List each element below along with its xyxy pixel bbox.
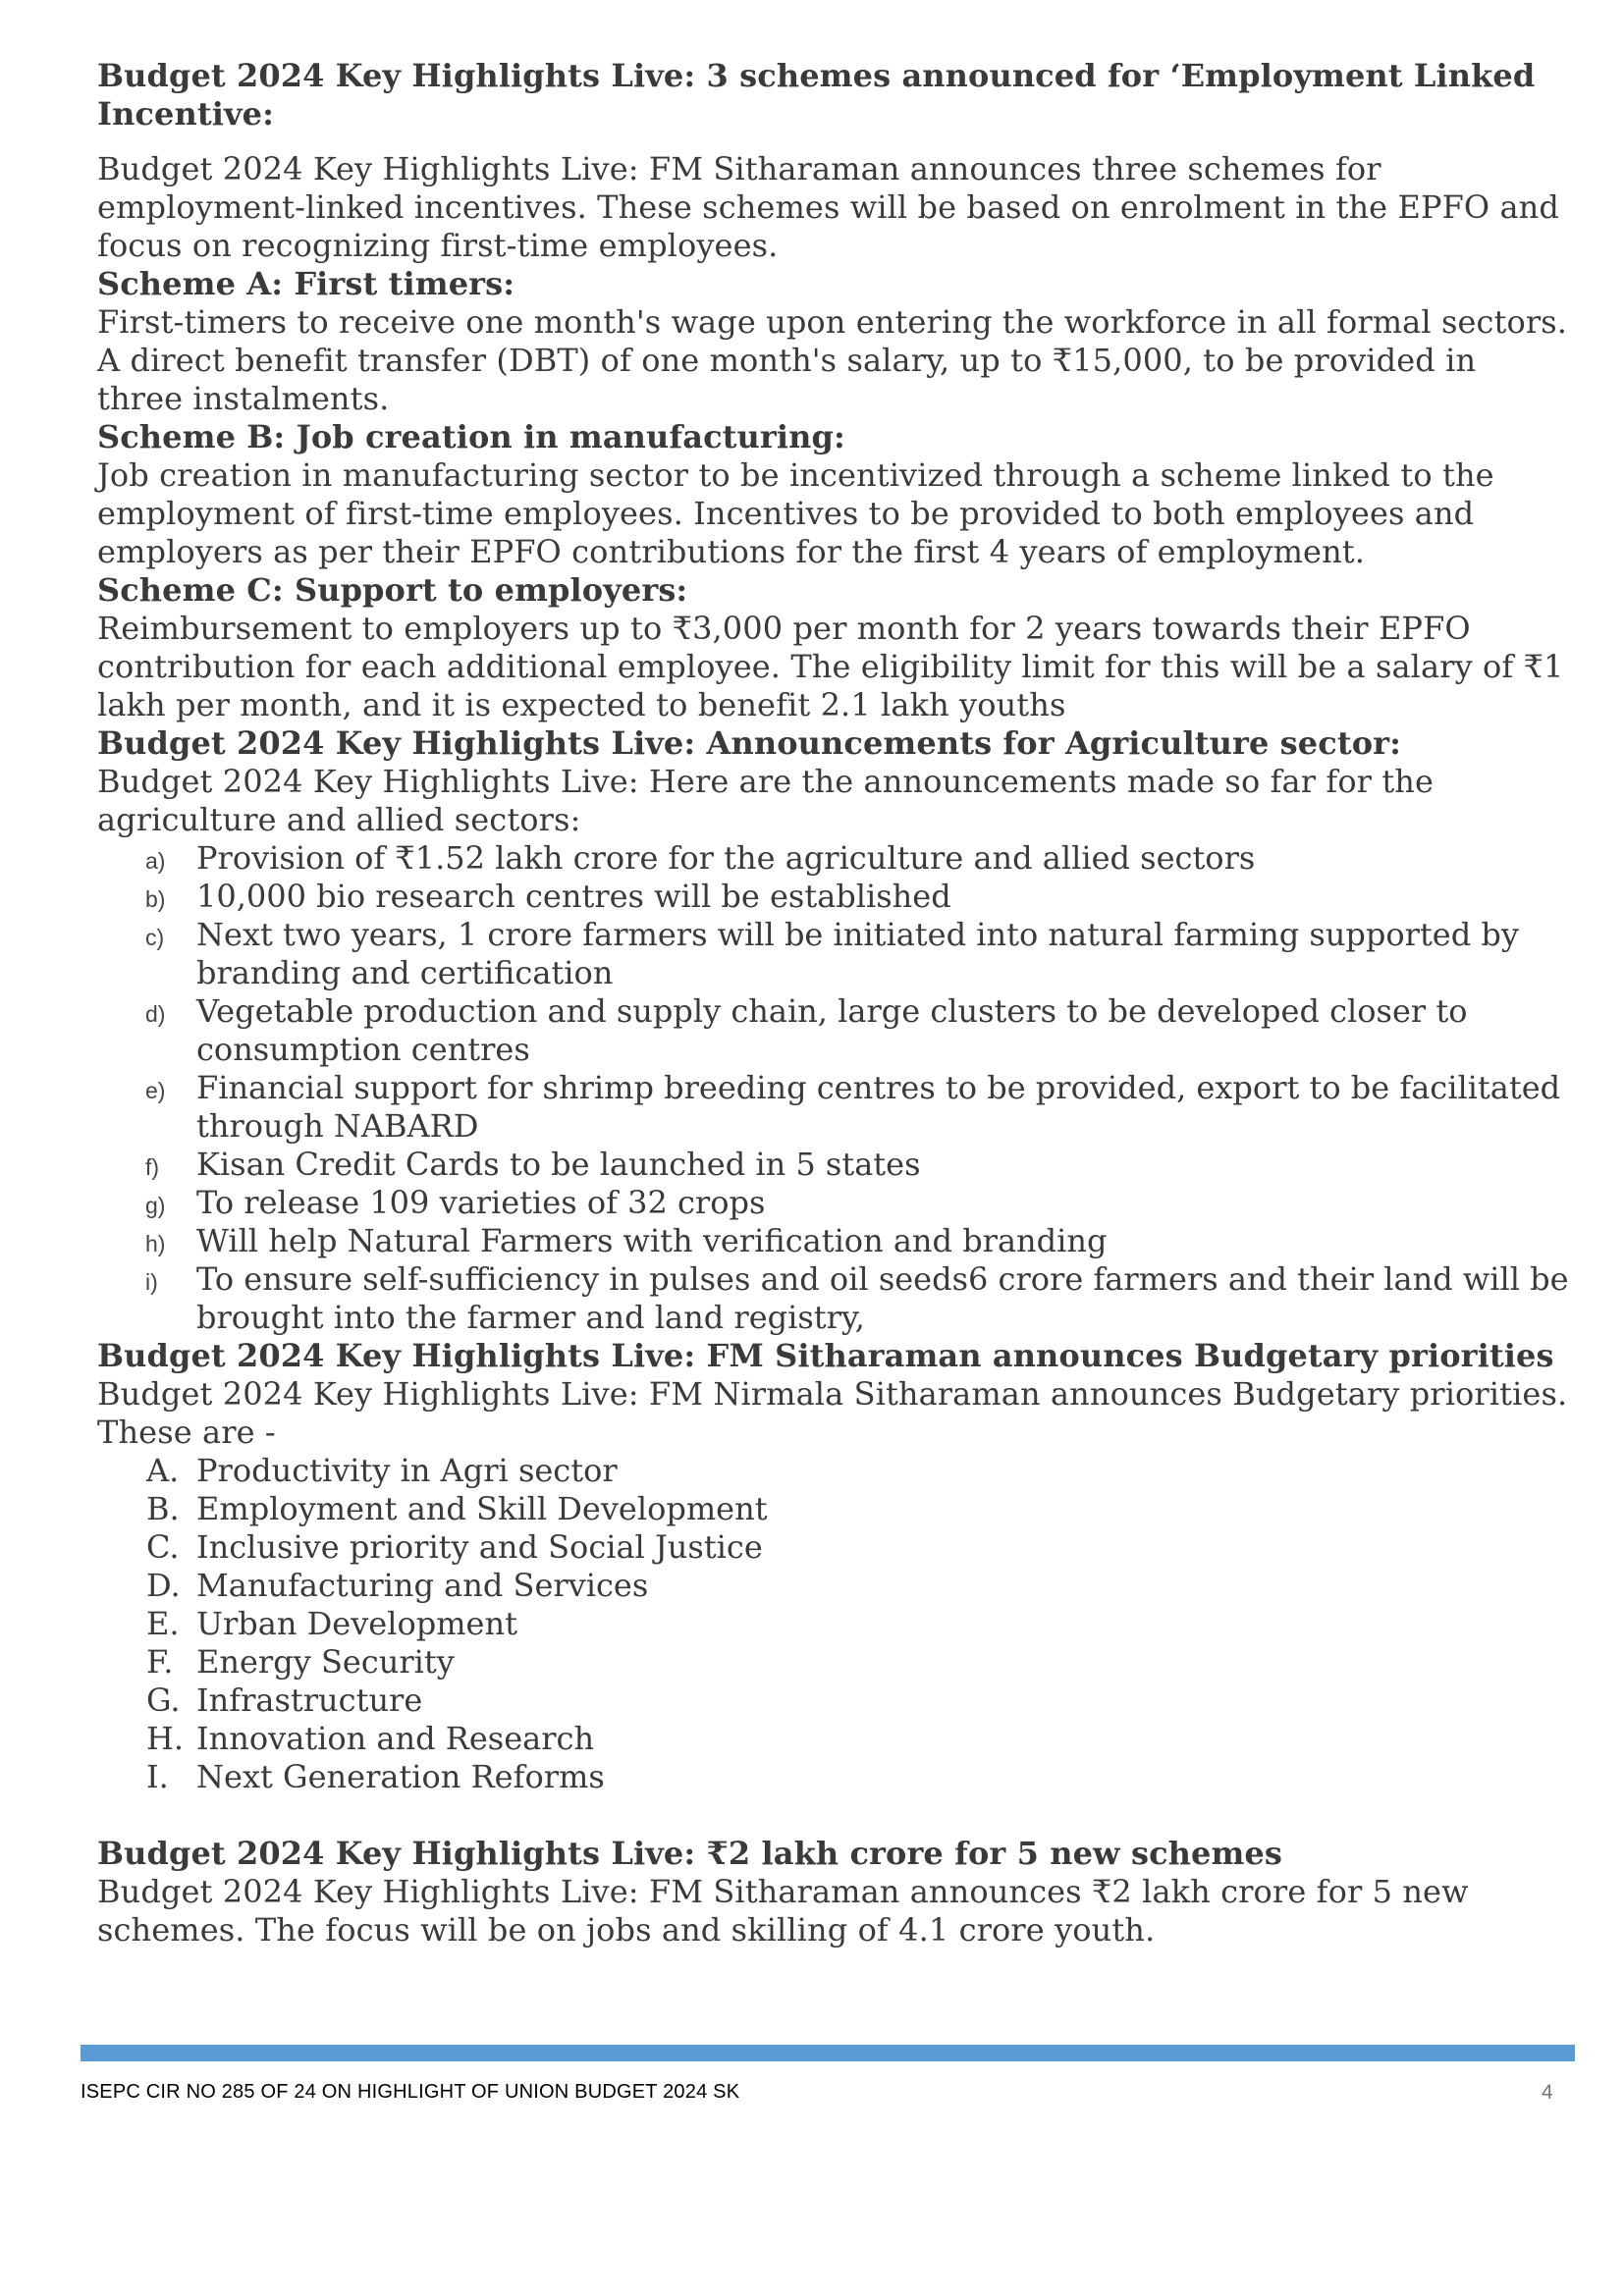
list-item-text: Manufacturing and Services xyxy=(196,1567,649,1604)
list-marker: f) xyxy=(145,1154,160,1180)
list-item-text: Next Generation Reforms xyxy=(196,1758,605,1795)
list-item-text: Financial support for shrimp breeding centres to be provided, export to be facilitated through NABARD xyxy=(196,1069,1561,1145)
priorities-intro: Budget 2024 Key Highlights Live: FM Nirmala Sitharaman announces Budgetary priorities. These are - xyxy=(97,1375,1568,1451)
list-item-text: Urban Development xyxy=(196,1605,517,1642)
list-item xyxy=(97,1567,1570,1605)
list-marker: c) xyxy=(145,925,165,950)
list-item xyxy=(97,839,1570,878)
list-marker: A. xyxy=(146,1452,180,1489)
list-item-text: Innovation and Research xyxy=(196,1720,595,1757)
new-schemes-heading: Budget 2024 Key Highlights Live: ₹2 lakh crore for 5 new schemes xyxy=(97,1835,1283,1872)
scheme-c-title: Scheme C: Support to employers: xyxy=(97,571,688,609)
list-item-text: Vegetable production and supply chain, large clusters to be developed closer to consumption centres xyxy=(196,992,1468,1068)
list-item-text: To release 109 varieties of 32 crops xyxy=(196,1184,766,1221)
list-item-text: Productivity in Agri sector xyxy=(196,1452,618,1489)
agriculture-heading: Budget 2024 Key Highlights Live: Announcements for Agriculture sector: xyxy=(97,724,1402,762)
list-item xyxy=(97,1758,1570,1796)
list-item-text: Infrastructure xyxy=(196,1682,423,1719)
list-item-text: 10,000 bio research centres will be established xyxy=(196,878,951,915)
list-item-text: Provision of ₹1.52 lakh crore for the agriculture and allied sectors xyxy=(196,839,1256,877)
scheme-c-text: Reimbursement to employers up to ₹3,000 per month for 2 years towards their EPFO contribution for each additional employee. The eligibility limit for this will be a salary of ₹1 lakh per month, and it is expected to benefit 2.1 lakh youths xyxy=(97,610,1564,723)
list-marker: C. xyxy=(146,1528,180,1566)
list-item-text: Next two years, 1 crore farmers will be initiated into natural farming supported by branding and certification xyxy=(196,916,1519,991)
list-marker: e) xyxy=(145,1078,166,1103)
list-item xyxy=(97,1490,1570,1528)
scheme-b-title: Scheme B: Job creation in manufacturing: xyxy=(97,418,845,455)
list-item xyxy=(97,1643,1570,1682)
list-marker: d) xyxy=(145,1001,166,1027)
agriculture-list xyxy=(97,839,1570,1337)
list-item-text: Employment and Skill Development xyxy=(196,1490,768,1527)
agriculture-intro: Budget 2024 Key Highlights Live: Here are the announcements made so far for the agriculture and allied sectors: xyxy=(97,763,1435,838)
list-item xyxy=(97,1720,1570,1758)
list-marker: E. xyxy=(146,1605,180,1642)
list-item xyxy=(97,1222,1570,1260)
list-item-text: Energy Security xyxy=(196,1643,455,1681)
list-marker: I. xyxy=(146,1758,169,1795)
list-item xyxy=(97,1528,1570,1567)
list-item xyxy=(97,1605,1570,1643)
list-marker: i) xyxy=(145,1269,158,1295)
employment-intro: Budget 2024 Key Highlights Live: FM Sitharaman announces three schemes for employment-linked incentives. These schemes will be based on enrolment in the EPFO and focus on recognizing first-time employees. xyxy=(97,150,1559,264)
list-marker: D. xyxy=(146,1567,181,1604)
list-item xyxy=(97,878,1570,916)
list-item xyxy=(97,1260,1570,1337)
page-number: 4 xyxy=(1542,2081,1553,2104)
list-item xyxy=(97,1184,1570,1222)
list-marker: g) xyxy=(145,1193,166,1218)
document-page xyxy=(97,57,1570,1949)
footer-circular-reference: ISEPC CIR NO 285 OF 24 ON HIGHLIGHT OF UNION BUDGET 2024 SK xyxy=(81,2081,740,2103)
list-marker: H. xyxy=(146,1720,185,1757)
footer-divider xyxy=(81,2045,1575,2061)
list-item-text: Inclusive priority and Social Justice xyxy=(196,1528,763,1566)
new-schemes-text: Budget 2024 Key Highlights Live: FM Sitharaman announces ₹2 lakh crore for 5 new schemes. The focus will be on jobs and skilling of 4.1 crore youth. xyxy=(97,1873,1469,1949)
list-item xyxy=(97,916,1570,992)
list-item xyxy=(97,1452,1570,1490)
priorities-heading: Budget 2024 Key Highlights Live: FM Sitharaman announces Budgetary priorities xyxy=(97,1337,1554,1374)
list-marker: B. xyxy=(146,1490,180,1527)
scheme-a-title: Scheme A: First timers: xyxy=(97,265,515,302)
list-item-text: Will help Natural Farmers with verification and branding xyxy=(196,1222,1108,1259)
list-marker: a) xyxy=(145,848,166,874)
list-marker: F. xyxy=(146,1643,174,1681)
list-marker: b) xyxy=(145,886,166,912)
list-item-text: To ensure self-sufficiency in pulses and oil seeds6 crore farmers and their land will be brought into the farmer and land registry, xyxy=(196,1260,1569,1336)
list-item xyxy=(97,1069,1570,1146)
list-marker: G. xyxy=(146,1682,181,1719)
scheme-a-text: First-timers to receive one month's wage upon entering the workforce in all formal sectors. A direct benefit transfer (DBT) of one month's salary, up to ₹15,000, to be provided in three instalments. xyxy=(97,303,1568,417)
list-item xyxy=(97,1146,1570,1184)
scheme-b-text: Job creation in manufacturing sector to be incentivized through a scheme linked to the employment of first-time employees. Incentives to be provided to both employees and employers as per their EPFO contributions for the first 4 years of employment. xyxy=(97,456,1494,570)
priorities-list xyxy=(97,1452,1570,1796)
employment-heading: Budget 2024 Key Highlights Live: 3 schemes announced for ‘Employment Linked Incentive: xyxy=(97,57,1536,133)
list-item xyxy=(97,992,1570,1069)
list-marker: h) xyxy=(145,1231,166,1256)
list-item-text: Kisan Credit Cards to be launched in 5 states xyxy=(196,1146,921,1183)
list-item xyxy=(97,1682,1570,1720)
